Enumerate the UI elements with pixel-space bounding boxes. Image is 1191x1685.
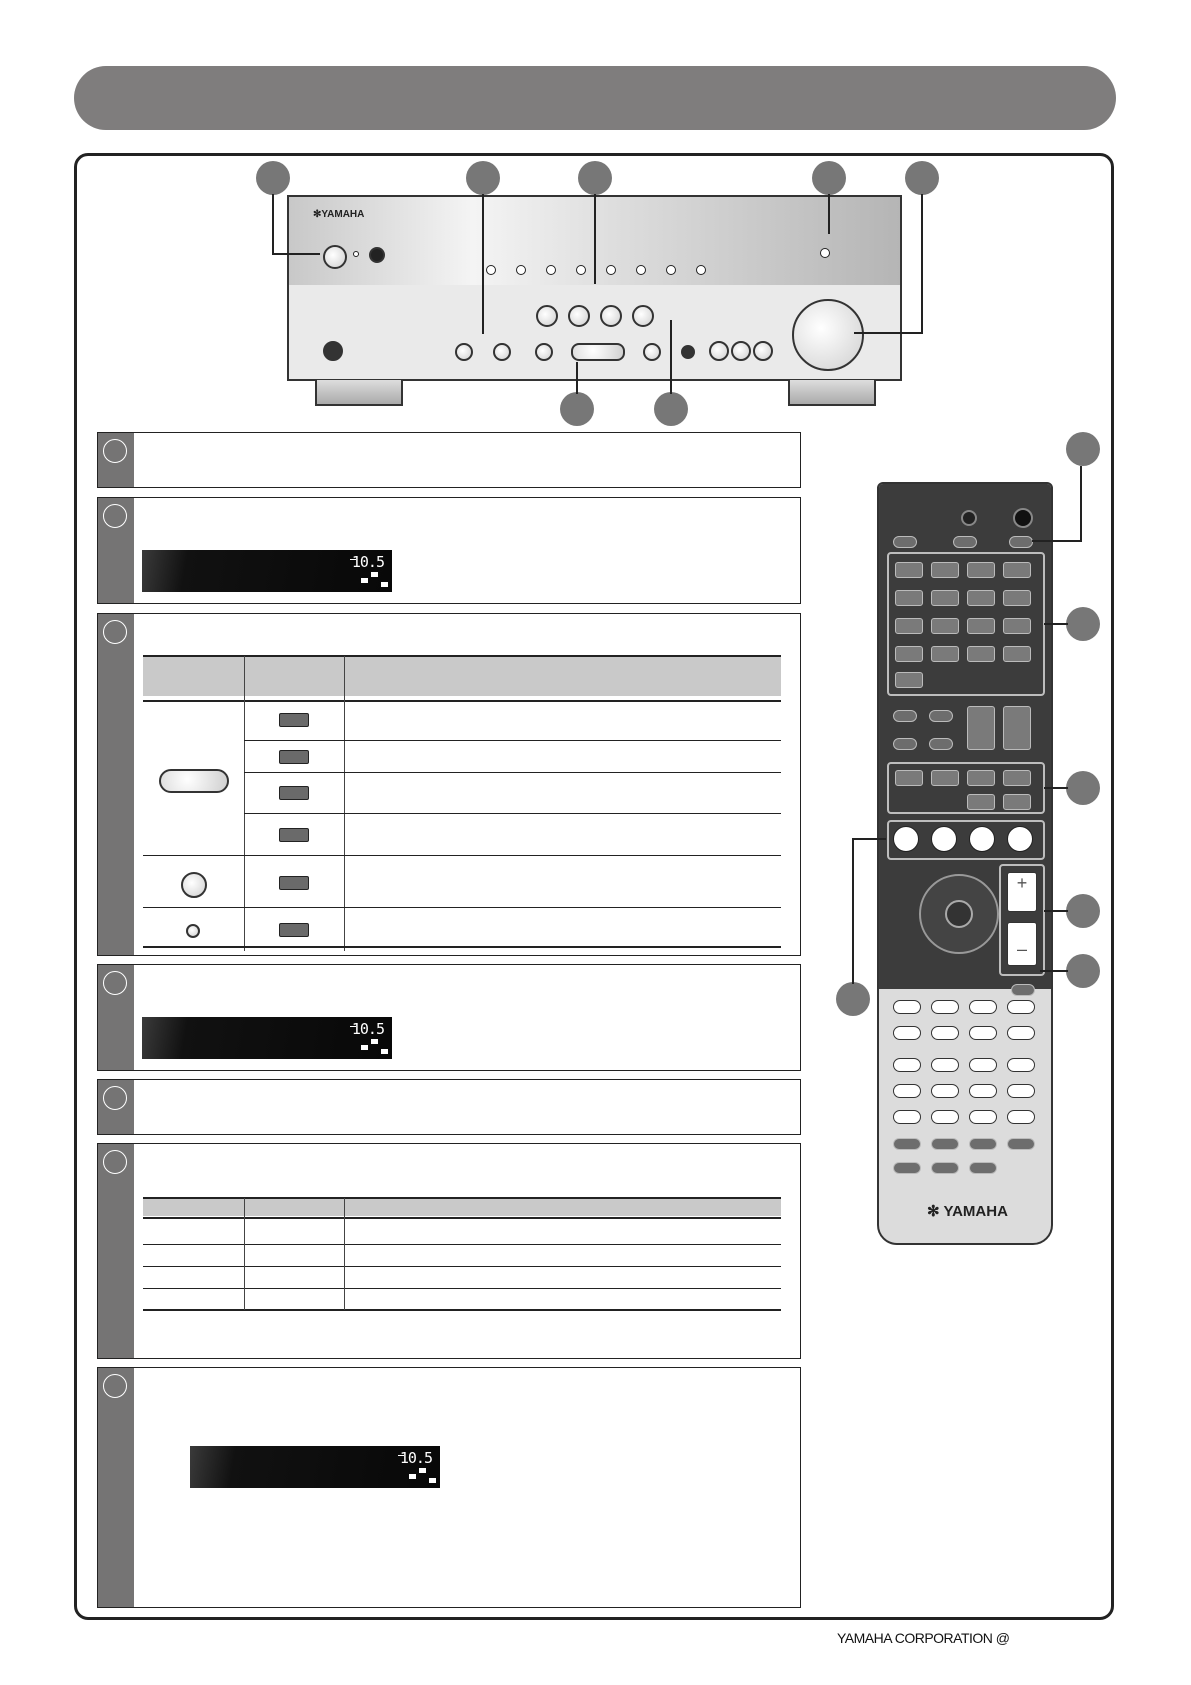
stop-button[interactable]	[931, 1000, 959, 1014]
input-selector-5[interactable]	[606, 265, 616, 275]
input-button[interactable]	[967, 646, 995, 662]
step-1-box	[97, 432, 801, 488]
receiver-foot-right	[788, 380, 876, 406]
input-button[interactable]	[1003, 590, 1031, 606]
callout-receiver-7	[654, 392, 688, 426]
input-button[interactable]	[931, 590, 959, 606]
leader-line	[670, 320, 672, 394]
step-number-bar	[98, 965, 134, 1070]
front-display: 10.5	[142, 550, 392, 592]
ir-sensor	[1013, 508, 1033, 528]
leader-line	[1044, 623, 1068, 625]
leader-line	[828, 194, 830, 234]
header-bar	[74, 66, 1116, 130]
input-button[interactable]	[895, 672, 923, 688]
input-selector-1[interactable]	[486, 265, 496, 275]
aux-jack-2	[709, 341, 729, 361]
input-button[interactable]	[895, 562, 923, 578]
callout-receiver-4	[812, 161, 846, 195]
input-button[interactable]	[895, 646, 923, 662]
number-button[interactable]	[931, 1110, 959, 1124]
step-number-circle	[103, 439, 127, 463]
input-button[interactable]	[1003, 562, 1031, 578]
scene-button-3[interactable]	[600, 305, 622, 327]
scene-button-1[interactable]	[536, 305, 558, 327]
enter-button[interactable]	[945, 900, 973, 928]
tv-power-button[interactable]	[1007, 1138, 1035, 1150]
sound-mode-button[interactable]	[967, 770, 995, 786]
input-selector-4[interactable]	[576, 265, 586, 275]
tv-channel-button[interactable]	[969, 1138, 997, 1150]
small-button-icon	[186, 924, 200, 938]
callout-remote-2	[1066, 607, 1100, 641]
skip-forward-button[interactable]	[1007, 1026, 1035, 1040]
front-display: 10.5	[190, 1446, 440, 1488]
leader-line	[272, 194, 274, 254]
callout-remote-5	[1066, 954, 1100, 988]
aux-jack-1	[681, 345, 695, 359]
step-number-bar	[98, 433, 134, 487]
tv-volume-down-button[interactable]	[931, 1162, 959, 1174]
input-button[interactable]	[895, 618, 923, 634]
front-display: 10.5	[142, 1017, 392, 1059]
key-icon	[279, 876, 309, 890]
option-button[interactable]	[893, 710, 917, 722]
tv-volume-button[interactable]	[931, 1138, 959, 1150]
table-header	[143, 656, 781, 696]
number-button[interactable]	[931, 1058, 959, 1072]
tv-input-button[interactable]	[893, 1138, 921, 1150]
step-6-box	[97, 1143, 801, 1359]
straight-button[interactable]	[643, 343, 661, 361]
receiver-brand-logo: ✻YAMAHA	[313, 209, 365, 220]
sound-mode-button[interactable]	[895, 770, 923, 786]
input-button[interactable]	[967, 562, 995, 578]
step-number-bar	[98, 498, 134, 603]
sound-mode-button[interactable]	[1003, 794, 1031, 810]
callout-remote-6	[836, 982, 870, 1016]
input-button[interactable]	[967, 590, 995, 606]
leader-line	[576, 362, 578, 394]
leader-line	[854, 332, 923, 334]
step-number-circle	[103, 1086, 127, 1110]
sound-mode-button[interactable]	[931, 770, 959, 786]
rewind-button[interactable]	[893, 1026, 921, 1040]
key-icon	[279, 828, 309, 842]
power-button[interactable]	[323, 245, 347, 269]
aux-jack-3	[731, 341, 751, 361]
input-selector-7[interactable]	[666, 265, 676, 275]
leader-line	[1044, 787, 1068, 789]
input-button[interactable]	[1003, 618, 1031, 634]
tv-button[interactable]	[953, 536, 977, 548]
number-button[interactable]	[893, 1058, 921, 1072]
callout-receiver-2	[466, 161, 500, 195]
callout-remote-3	[1066, 771, 1100, 805]
step-3-box	[97, 613, 801, 956]
leader-line	[1080, 466, 1082, 540]
number-button[interactable]	[1007, 1058, 1035, 1072]
step-number-bar	[98, 1368, 134, 1607]
tv-mute-button[interactable]	[893, 1162, 921, 1174]
remote-control	[877, 482, 1053, 1245]
standby-indicator	[353, 251, 359, 257]
sound-mode-button[interactable]	[1003, 770, 1031, 786]
volume-knob[interactable]	[792, 299, 864, 371]
scene-button-2[interactable]	[568, 305, 590, 327]
pause-button[interactable]	[969, 1000, 997, 1014]
scene-button[interactable]	[931, 826, 957, 852]
page-up-button[interactable]	[1003, 706, 1031, 750]
step-number-circle	[103, 1374, 127, 1398]
key-icon	[279, 923, 309, 937]
corporation-footer: YAMAHA CORPORATION @	[837, 1630, 1010, 1646]
status-led	[820, 248, 830, 258]
ir-emitter	[961, 510, 977, 526]
play-button[interactable]	[1007, 1000, 1035, 1014]
step-number-circle	[103, 971, 127, 995]
number-button[interactable]	[893, 1084, 921, 1098]
leader-line	[921, 194, 923, 334]
program-button[interactable]	[535, 343, 553, 361]
callout-receiver-3	[578, 161, 612, 195]
leader-line	[1044, 910, 1068, 912]
key-icon	[279, 713, 309, 727]
key-icon	[279, 750, 309, 764]
step-2-box	[97, 497, 801, 604]
scene-button[interactable]	[893, 826, 919, 852]
program-selector-icon	[159, 769, 229, 793]
scene-button-icon	[181, 872, 207, 898]
skip-back-button[interactable]	[969, 1026, 997, 1040]
input-button[interactable]	[931, 646, 959, 662]
number-button[interactable]	[893, 1110, 921, 1124]
sensor-window	[369, 247, 385, 263]
number-button[interactable]	[969, 1110, 997, 1124]
callout-remote-1	[1066, 432, 1100, 466]
input-button[interactable]	[931, 618, 959, 634]
number-button[interactable]	[1007, 1110, 1035, 1124]
option-button[interactable]	[893, 738, 917, 750]
leader-line	[852, 838, 886, 840]
number-button[interactable]	[931, 1084, 959, 1098]
input-button[interactable]	[895, 590, 923, 606]
headphone-jack	[323, 341, 343, 361]
leader-line	[852, 838, 854, 984]
scene-button[interactable]	[1007, 826, 1033, 852]
number-button[interactable]	[969, 1084, 997, 1098]
receiver-foot-left	[315, 380, 403, 406]
step-number-circle	[103, 504, 127, 528]
tone-left-button[interactable]	[455, 343, 473, 361]
copyright-icon: @	[995, 1630, 1010, 1646]
volume-up-button[interactable]: +	[1007, 872, 1037, 912]
input-selector-6[interactable]	[636, 265, 646, 275]
step-7-box	[97, 1367, 801, 1608]
step-4-box	[97, 964, 801, 1071]
scene-button[interactable]	[969, 826, 995, 852]
table-header	[143, 1198, 781, 1216]
source-power-button[interactable]	[893, 536, 917, 548]
step-number-bar	[98, 614, 134, 955]
tv-channel-down-button[interactable]	[969, 1162, 997, 1174]
input-button[interactable]	[931, 562, 959, 578]
option-button[interactable]	[929, 710, 953, 722]
transport-button[interactable]	[893, 1000, 921, 1014]
scene-button-4[interactable]	[632, 305, 654, 327]
leader-line	[272, 253, 320, 255]
input-selector-3[interactable]	[546, 265, 556, 275]
leader-line	[1040, 970, 1068, 972]
key-icon	[279, 786, 309, 800]
option-button[interactable]	[929, 738, 953, 750]
leader-line	[1032, 540, 1082, 542]
step-number-bar	[98, 1080, 134, 1134]
number-button[interactable]	[969, 1058, 997, 1072]
receiver-power-button[interactable]	[1009, 536, 1033, 548]
aux-jack-4	[753, 341, 773, 361]
input-selector-8[interactable]	[696, 265, 706, 275]
callout-receiver-5	[905, 161, 939, 195]
step-number-circle	[103, 1150, 127, 1174]
callout-remote-4	[1066, 894, 1100, 928]
program-selector[interactable]	[571, 343, 625, 361]
step-5-box	[97, 1079, 801, 1135]
input-selector-2[interactable]	[516, 265, 526, 275]
input-button[interactable]	[967, 618, 995, 634]
sound-mode-button[interactable]	[967, 794, 995, 810]
tone-right-button[interactable]	[493, 343, 511, 361]
remote-brand-logo: ✻ YAMAHA	[927, 1203, 1008, 1220]
number-button[interactable]	[1007, 1084, 1035, 1098]
fast-forward-button[interactable]	[931, 1026, 959, 1040]
step-number-bar	[98, 1144, 134, 1358]
mute-button[interactable]	[1011, 984, 1035, 996]
leader-line	[482, 194, 484, 334]
leader-line	[594, 194, 596, 284]
volume-down-button[interactable]: –	[1007, 922, 1037, 966]
callout-receiver-6	[560, 392, 594, 426]
callout-receiver-1	[256, 161, 290, 195]
preset-up-button[interactable]	[967, 706, 995, 750]
input-button[interactable]	[1003, 646, 1031, 662]
step-number-circle	[103, 620, 127, 644]
